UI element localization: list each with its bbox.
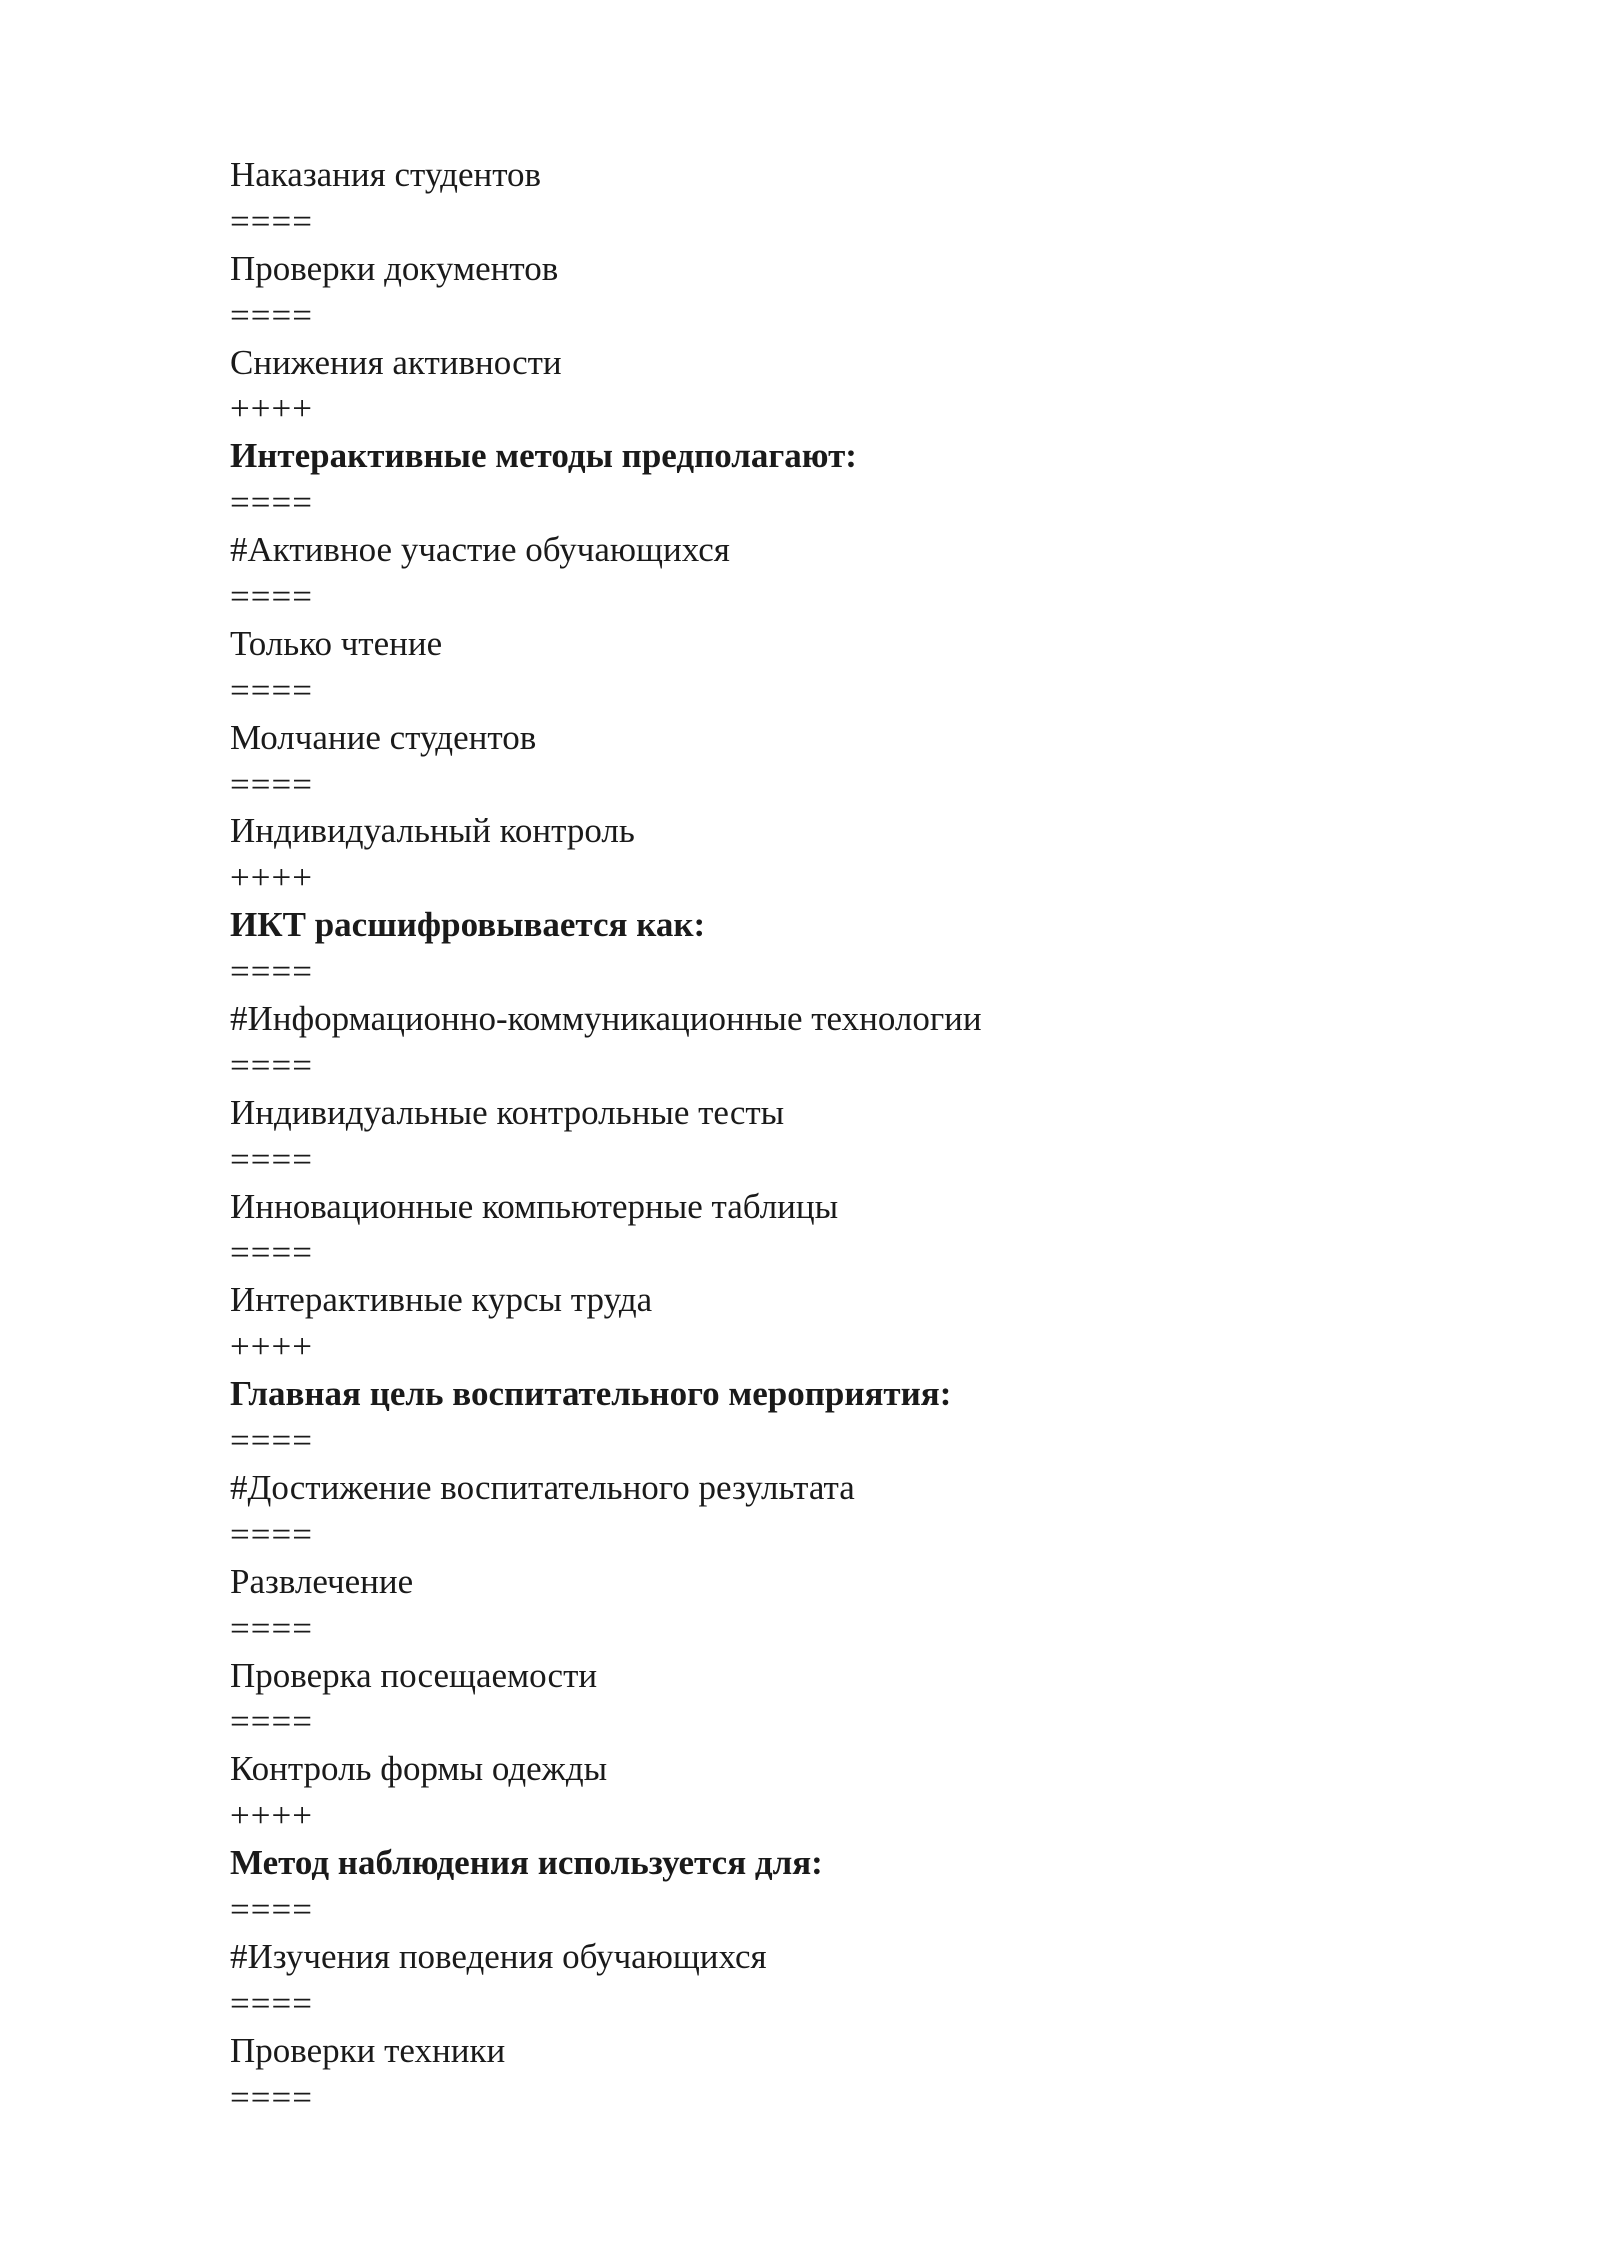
question-text: Метод наблюдения используется для: xyxy=(230,1843,823,1883)
answer-option: Проверки документов xyxy=(230,248,559,288)
answer-option: #Активное участие обучающихся xyxy=(230,530,730,570)
separator-line: ==== xyxy=(230,1702,313,1742)
answer-option: #Информационно-коммуникационные технологии xyxy=(230,999,982,1039)
separator-line: ==== xyxy=(230,201,313,241)
question-text: Главная цель воспитательного мероприятия: xyxy=(230,1374,952,1414)
separator-line: ++++ xyxy=(230,389,313,429)
answer-option: Проверка посещаемости xyxy=(230,1655,598,1695)
separator-line: ==== xyxy=(230,764,313,804)
answer-option: Интерактивные курсы труда xyxy=(230,1280,653,1320)
separator-line: ++++ xyxy=(230,1327,313,1367)
answer-option: Индивидуальный контроль xyxy=(230,811,635,851)
answer-option: Инновационные компьютерные таблицы xyxy=(230,1186,839,1226)
answer-option: Развлечение xyxy=(230,1561,414,1601)
separator-line: ==== xyxy=(230,670,313,710)
separator-line: ++++ xyxy=(230,858,313,898)
answer-option: Проверки техники xyxy=(230,2030,506,2070)
separator-line: ==== xyxy=(230,295,313,335)
separator-line: ++++ xyxy=(230,1796,313,1836)
separator-line: ==== xyxy=(230,1421,313,1461)
separator-line: ==== xyxy=(230,1233,313,1273)
answer-option: Индивидуальные контрольные тесты xyxy=(230,1092,785,1132)
answer-option: #Изучения поведения обучающихся xyxy=(230,1936,767,1976)
separator-line: ==== xyxy=(230,952,313,992)
separator-line: ==== xyxy=(230,1608,313,1648)
separator-line: ==== xyxy=(230,483,313,523)
answer-option: #Достижение воспитательного результата xyxy=(230,1467,855,1507)
document-body xyxy=(230,152,1430,2121)
separator-line: ==== xyxy=(230,2077,313,2117)
separator-line: ==== xyxy=(230,1139,313,1179)
separator-line: ==== xyxy=(230,1514,313,1554)
separator-line: ==== xyxy=(230,1045,313,1085)
answer-option: Только чтение xyxy=(230,623,443,663)
question-text: Интерактивные методы предполагают: xyxy=(230,436,857,476)
separator-line: ==== xyxy=(230,1889,313,1929)
separator-line: ==== xyxy=(230,1983,313,2023)
separator-line: ==== xyxy=(230,577,313,617)
answer-option: Наказания студентов xyxy=(230,155,542,194)
answer-option: Контроль формы одежды xyxy=(230,1749,608,1789)
answer-option: Молчание студентов xyxy=(230,717,537,757)
question-text: ИКТ расшифровывается как: xyxy=(230,905,706,945)
answer-option: Снижения активности xyxy=(230,342,562,382)
